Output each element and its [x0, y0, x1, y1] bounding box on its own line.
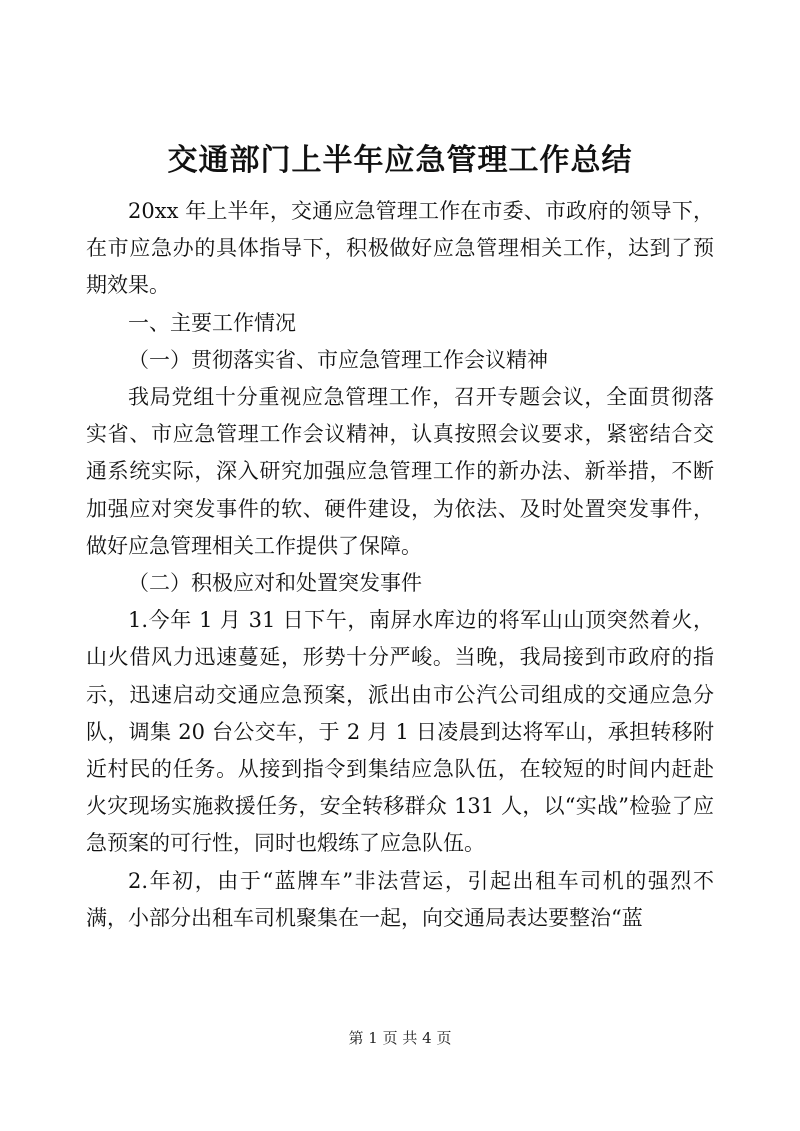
- paragraph-item-2: 2.年初，由于“蓝牌车”非法营运，引起出租车司机的强烈不满，小部分出租车司机聚集在一起，向交通局表达要整治“蓝: [86, 868, 714, 930]
- page-footer: 第 1 页 共 4 页: [348, 1029, 452, 1047]
- subsection-heading-1: （一）贯彻落实省、市应急管理工作会议精神: [128, 347, 548, 372]
- intro-paragraph: 20xx 年上半年，交通应急管理工作在市委、市政府的领导下，在市应急办的具体指导下，积极做好应急管理相关工作，达到了预期效果。: [86, 199, 714, 298]
- paragraph-implementation: 我局党组十分重视应急管理工作，召开专题会议，全面贯彻落实省、市应急管理工作会议精神，认真按照会议要求，紧密结合交通系统实际，深入研究加强应急管理工作的新办法、新举措，不断加强应对突发事件的软、硬件建设，为依法、及时处置突发事件，做好应急管理相关工作提供了保障。: [86, 385, 714, 558]
- document-title: 交通部门上半年应急管理工作总结: [167, 143, 633, 178]
- section-heading-main-work: 一、主要工作情况: [128, 310, 296, 335]
- paragraph-item-1: 1.今年 1 月 31 日下午，南屏水库边的将军山山顶突然着火，山火借风力迅速蔓延，形势十分严峻。当晚，我局接到市政府的指示，迅速启动交通应急预案，派出由市公汽公司组成的交通应急分队，调集 20 台公交车，于 2 月 1 日凌晨到达将军山，承担转移附近村民的任务。从接到指令到集结应急队伍，在较短的时间内赶赴火灾现场实施救援任务，安全转移群众 131 人，以“实战”检验了应急预案的可行性，同时也煅练了应急队伍。: [86, 608, 714, 856]
- subsection-heading-2: （二）积极应对和处置突发事件: [128, 571, 422, 596]
- document-body: [86, 193, 714, 937]
